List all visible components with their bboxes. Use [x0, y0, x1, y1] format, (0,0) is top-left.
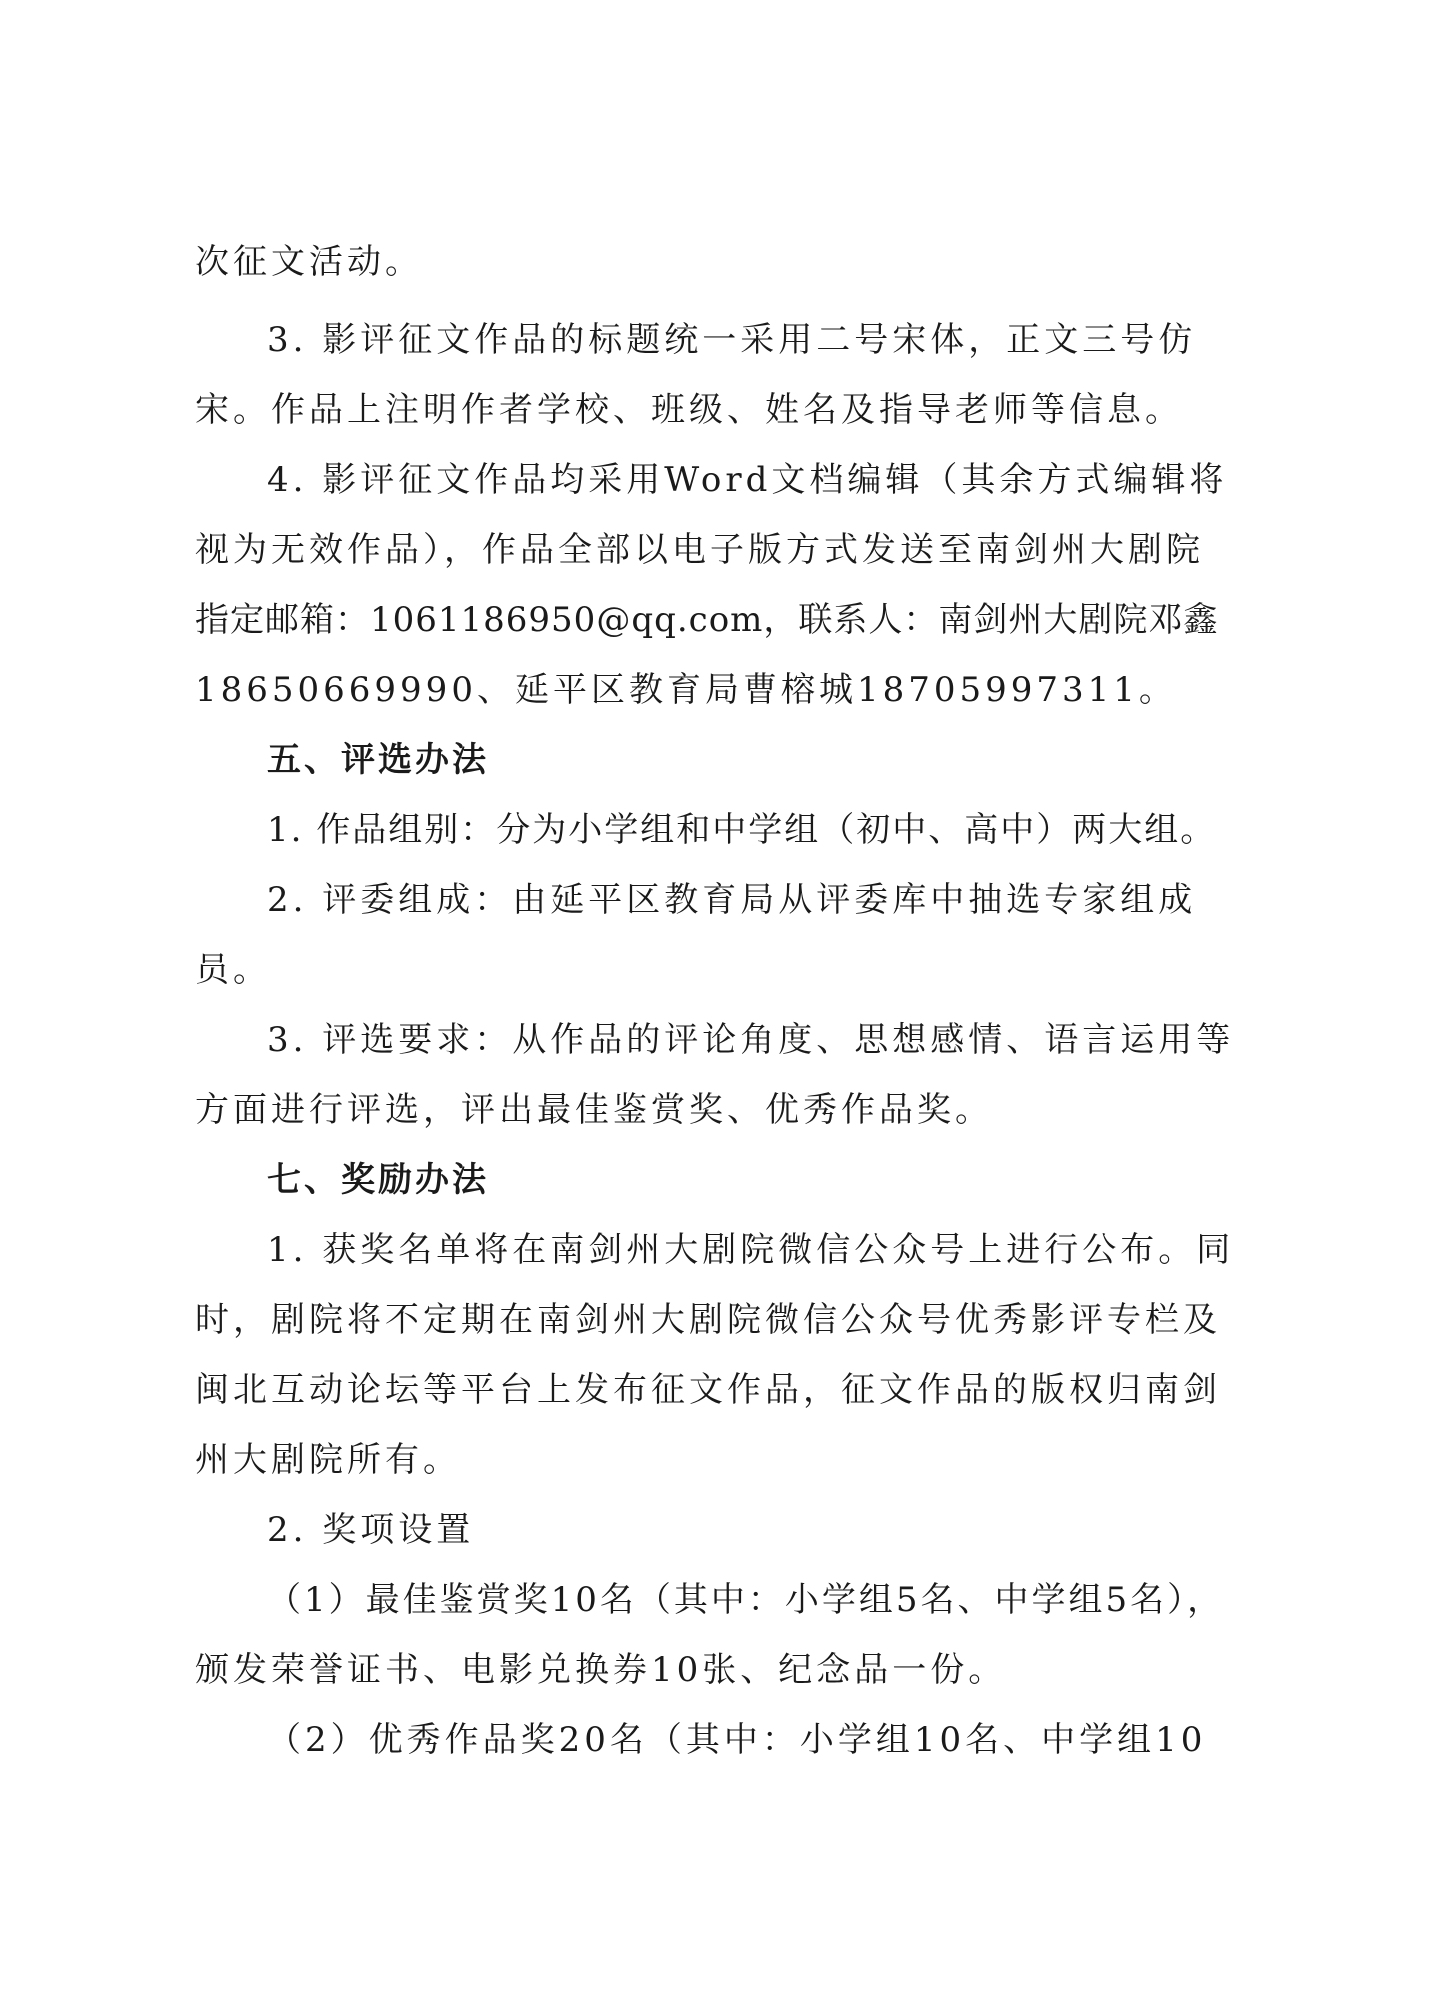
- paragraph-line: 2. 评委组成：由延平区教育局从评委库中抽选专家组成: [267, 880, 1197, 920]
- paragraph-line: 3. 评选要求：从作品的评论角度、思想感情、语言运用等: [267, 1020, 1235, 1060]
- paragraph-line: 方面进行评选，评出最佳鉴赏奖、优秀作品奖。: [195, 1090, 993, 1130]
- paragraph-line: 时，剧院将不定期在南剑州大剧院微信公众号优秀影评专栏及: [195, 1300, 1221, 1340]
- paragraph-line: 次征文活动。: [195, 242, 423, 282]
- section-heading: 五、评选办法: [267, 740, 489, 780]
- paragraph-line: 3. 影评征文作品的标题统一采用二号宋体，正文三号仿: [267, 320, 1197, 360]
- paragraph-line: 指定邮箱：1061186950@qq.com，联系人：南剑州大剧院邓鑫: [195, 600, 1219, 640]
- paragraph-line: （2）优秀作品奖20名（其中：小学组10名、中学组10: [267, 1720, 1207, 1760]
- paragraph-line: 2. 奖项设置: [267, 1510, 475, 1550]
- paragraph-line: 1. 作品组别：分为小学组和中学组（初中、高中）两大组。: [267, 810, 1217, 850]
- paragraph-line: 1. 获奖名单将在南剑州大剧院微信公众号上进行公布。同: [267, 1230, 1235, 1270]
- paragraph-line: 视为无效作品），作品全部以电子版方式发送至南剑州大剧院: [195, 530, 1204, 570]
- paragraph-line: 宋。作品上注明作者学校、班级、姓名及指导老师等信息。: [195, 390, 1183, 430]
- section-heading: 七、奖励办法: [267, 1160, 489, 1200]
- paragraph-line: 18650669990、延平区教育局曹榕城18705997311。: [195, 670, 1177, 710]
- paragraph-line: 州大剧院所有。: [195, 1440, 461, 1480]
- paragraph-line: （1）最佳鉴赏奖10名（其中：小学组5名、中学组5名），: [267, 1580, 1225, 1620]
- paragraph-line: 闽北互动论坛等平台上发布征文作品，征文作品的版权归南剑: [195, 1370, 1221, 1410]
- paragraph-line: 颁发荣誉证书、电影兑换券10张、纪念品一份。: [195, 1650, 1007, 1690]
- paragraph-line: 员。: [195, 950, 271, 990]
- paragraph-line: 4. 影评征文作品均采用Word文档编辑（其余方式编辑将: [267, 460, 1228, 500]
